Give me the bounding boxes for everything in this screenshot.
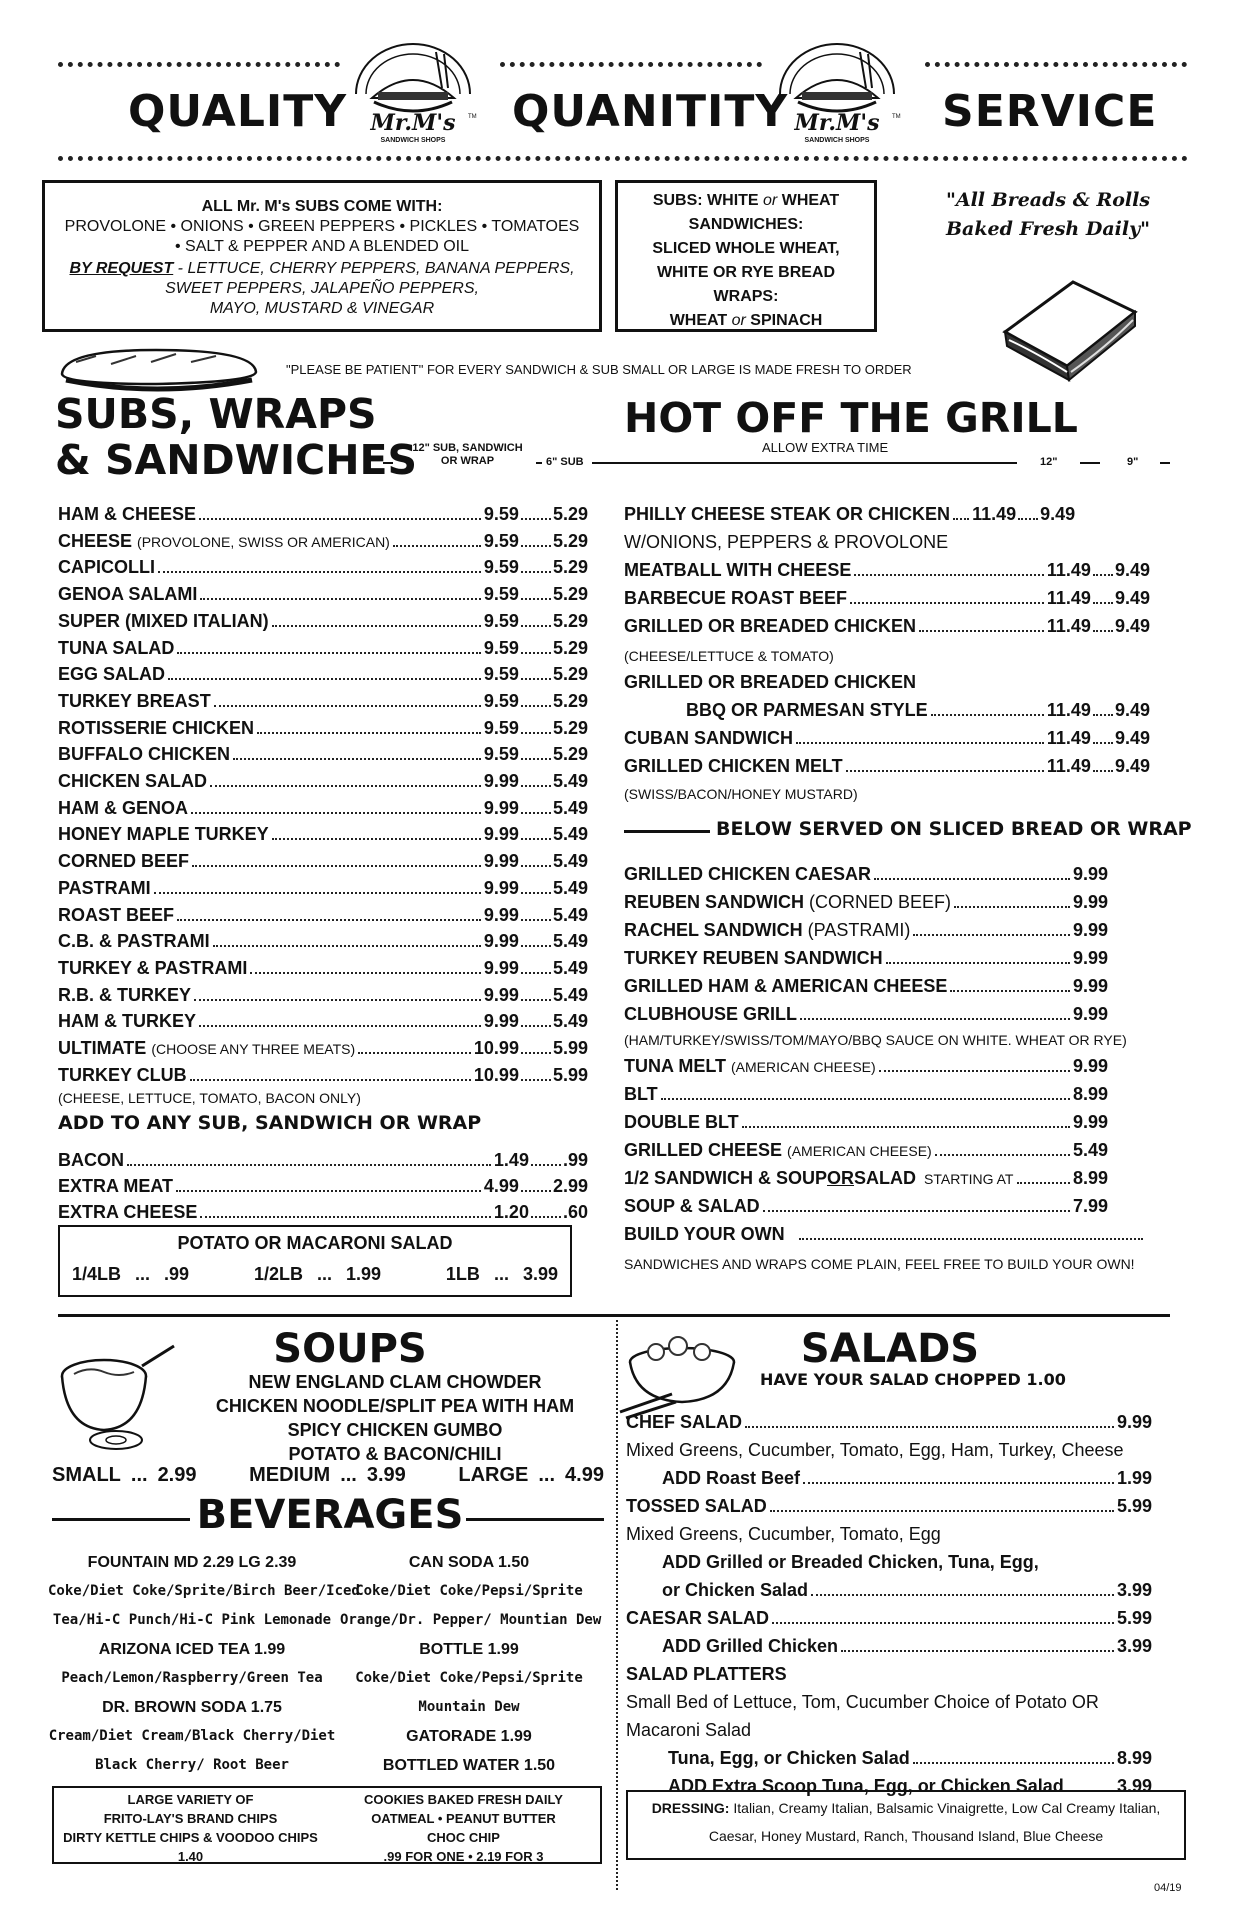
salad-chef_desc: Mixed Greens, Cucumber, Tomato, Egg, Ham, Turkey, Cheese [626, 1440, 1124, 1460]
salad-tossed_add2-row: or Chicken Salad 3.99 [662, 1580, 1152, 1600]
bread-wraps-options: WHEAT or SPINACH [669, 312, 823, 329]
grill-cuban-row: CUBAN SANDWICH 11.49 9.49 [624, 728, 1150, 748]
soup-sizes [52, 1464, 604, 1487]
cookies-info [327, 1788, 600, 1862]
turkey-club-note: (CHEESE, LETTUCE, TOMATO, BACON ONLY) [58, 1090, 361, 1106]
sub-item-row: HAM & CHEESE 9.59 5.29 [58, 504, 588, 524]
includes-title: ALL Mr. M's SUBS COME WITH: [201, 198, 443, 215]
sub-item-row: TURKEY BREAST 9.59 5.29 [58, 691, 588, 711]
subs-col-rule-1 [383, 462, 393, 464]
potato-size: 1/4LB ... .99 [72, 1264, 190, 1284]
grill-chicken-note: (CHEESE/LETTUCE & TOMATO) [624, 648, 834, 664]
beverage-flavors: Tea/Hi-C Punch/Hi-C Pink Lemonade [52, 1612, 332, 1628]
clubhouse-note: (HAM/TURKEY/SWISS/TOM/MAYO/BBQ SAUCE ON WHITE. WHEAT OR RYE) [624, 1032, 1127, 1048]
salads-chopped: HAVE YOUR SALAD CHOPPED 1.00 [760, 1370, 1066, 1389]
soups-list [190, 1370, 600, 1466]
potato-size: 1/2LB ... 1.99 [253, 1264, 382, 1284]
sliced-blt-row: BLT 8.99 [624, 1084, 1108, 1104]
salad-caesar-row: CAESAR SALAD 5.99 [626, 1608, 1152, 1628]
sub-item-row: C.B. & PASTRAMI 9.99 5.49 [58, 931, 588, 951]
subs-col-rule-2 [536, 462, 542, 464]
sliced-soup_salad-row: SOUP & SALAD 7.99 [624, 1196, 1108, 1216]
potato-salad-title: POTATO OR MACARONI SALAD [177, 1233, 453, 1253]
breads-quote: "All Breads & Rolls Baked Fresh Daily" [945, 189, 1151, 240]
soup-size: SMALL ... 2.99 [52, 1464, 197, 1486]
beverages-right-column [340, 1548, 602, 1780]
soup-item: CHICKEN NOODLE/SPLIT PEA WITH HAM [215, 1396, 575, 1416]
cookies-line: .99 FOR ONE • 2.19 FOR 3 [383, 1849, 544, 1864]
bread-sliced: SLICED WHOLE WHEAT, [652, 240, 840, 257]
sliced-caesar-row: GRILLED CHICKEN CAESAR 9.99 [624, 864, 1108, 884]
sub-item-row: ROTISSERIE CHICKEN 9.59 5.29 [58, 718, 588, 738]
grill-col-rule-1 [1080, 462, 1100, 464]
subs-heading-line-2: & SANDWICHES [55, 436, 418, 484]
salad-platters_desc1: Small Bed of Lettuce, Tom, Cucumber Choice of Potato OR [626, 1692, 1099, 1712]
sub-item-row: BUFFALO CHICKEN 9.59 5.29 [58, 744, 588, 764]
beverages-rule-left [52, 1518, 190, 1521]
salad-caesar_add-row: ADD Grilled Chicken 3.99 [662, 1636, 1152, 1656]
beverage-heading: BOTTLE 1.99 [419, 1641, 519, 1658]
sub-item-row: PASTRAMI 9.99 5.49 [58, 878, 588, 898]
sliced-reuben-row: REUBEN SANDWICH (CORNED BEEF) 9.99 [624, 892, 1108, 912]
soup-size: MEDIUM ... 3.99 [249, 1464, 406, 1486]
sliced-rachel-row: RACHEL SANDWICH (PASTRAMI) 9.99 [624, 920, 1108, 940]
banner-quality: QUALITY [128, 86, 348, 137]
chips-info [54, 1788, 327, 1862]
salad-chef-row: CHEF SALAD 9.99 [626, 1412, 1152, 1432]
addon-row: EXTRA CHEESE 1.20 .60 [58, 1202, 588, 1222]
svg-text:TM: TM [468, 114, 477, 120]
salad-tossed-row: TOSSED SALAD 5.99 [626, 1496, 1152, 1516]
svg-text:Mr.M's: Mr.M's [370, 110, 456, 136]
salad-platters_desc2: Macaroni Salad [626, 1720, 752, 1740]
grill-bbq_beef-row: BARBECUE ROAST BEEF 11.49 9.49 [624, 588, 1150, 608]
sub-item-row: TURKEY CLUB 10.99 5.99 [58, 1065, 588, 1085]
cookies-line: CHOC CHIP [427, 1830, 500, 1845]
dressing-line-1: DRESSING: Italian, Creamy Italian, Balsamic Vinaigrette, Low Cal Creamy Italian, [651, 1800, 1161, 1816]
grill-heading: HOT OFF THE GRILL [624, 394, 1078, 442]
grill-meatball-row: MEATBALL WITH CHEESE 11.49 9.49 [624, 560, 1150, 580]
beverage-heading: GATORADE 1.99 [406, 1728, 532, 1745]
banner-service: SERVICE [942, 86, 1158, 137]
addon-row: BACON 1.49 .99 [58, 1150, 588, 1170]
half-sandwich-row: 1/2 SANDWICH & SOUP OR SALAD STARTING AT 8.99 [624, 1168, 1108, 1188]
sub-item-row: EGG SALAD 9.59 5.29 [58, 664, 588, 684]
sub-item-row: ROAST BEEF 9.99 5.49 [58, 905, 588, 925]
beverage-heading: ARIZONA ICED TEA 1.99 [98, 1641, 286, 1658]
sub-item-row: GENOA SALAMI 9.59 5.29 [58, 584, 588, 604]
sub-item-row: HAM & TURKEY 9.99 5.49 [58, 1011, 588, 1031]
sub-item-row: SUPER (MIXED ITALIAN) 9.59 5.29 [58, 611, 588, 631]
subs-heading-line-1: SUBS, WRAPS [55, 390, 377, 438]
grill-grilled_chicken-row: GRILLED OR BREADED CHICKEN 11.49 9.49 [624, 616, 1150, 636]
addon-row: EXTRA MEAT 4.99 2.99 [58, 1176, 588, 1196]
beverage-heading: DR. BROWN SODA 1.75 [102, 1699, 282, 1716]
subs-col-large-label: 12" SUB, SANDWICH OR WRAP [412, 442, 523, 467]
by-request-text: - LETTUCE, CHERRY PEPPERS, BANANA PEPPERS, [173, 260, 575, 277]
dressing-line-2: Caesar, Honey Mustard, Ranch, Thousand Island, Blue Cheese [708, 1828, 1104, 1844]
sliced-clubhouse-row: CLUBHOUSE GRILL 9.99 [624, 1004, 1108, 1024]
sub-item-row: CORNED BEEF 9.99 5.49 [58, 851, 588, 871]
by-request-label: BY REQUEST [69, 260, 174, 277]
banner-dots-top-mid [500, 62, 762, 67]
mr-ms-logo-2 [762, 32, 912, 154]
addons-heading: ADD TO ANY SUB, SANDWICH OR WRAP [58, 1112, 482, 1134]
sandwich-illustration [995, 262, 1145, 392]
sub-item-row: TURKEY & PASTRAMI 9.99 5.49 [58, 958, 588, 978]
salad-platters: SALAD PLATTERS [626, 1664, 787, 1684]
grill-melt-row: GRILLED CHICKEN MELT 11.49 9.49 [624, 756, 1150, 776]
banner-dots-bottom [58, 156, 1188, 161]
salads-heading: SALADS [800, 1326, 980, 1372]
section-divider [58, 1314, 1170, 1317]
bread-sandwiches: SANDWICHES: [688, 216, 804, 233]
beverage-flavors: Mountain Dew [418, 1699, 520, 1715]
sub-item-row: HONEY MAPLE TURKEY 9.99 5.49 [58, 824, 588, 844]
grill-col-rule-2 [1160, 462, 1170, 464]
soups-heading: SOUPS [273, 1326, 427, 1372]
beverage-flavors: Coke/Diet Coke/Pepsi/Sprite [355, 1670, 583, 1686]
bread-white-rye: WHITE OR RYE BREAD [656, 264, 836, 281]
salad-illustration [616, 1324, 748, 1420]
svg-text:SANDWICH SHOPS: SANDWICH SHOPS [380, 137, 446, 144]
grill-philly-note: W/ONIONS, PEPPERS & PROVOLONE [624, 532, 949, 552]
svg-text:TM: TM [892, 114, 901, 120]
dressing-box [626, 1790, 1186, 1860]
beverages-left-column [48, 1548, 360, 1780]
beverage-flavors: Coke/Diet Coke/Sprite/Birch Beer/Iced [48, 1583, 360, 1599]
beverage-heading: CAN SODA 1.50 [408, 1554, 530, 1571]
sub-item-row: CHEESE (PROVOLONE, SWISS OR AMERICAN) 9.59 5.29 [58, 531, 588, 551]
cookies-line: COOKIES BAKED FRESH DAILY [364, 1792, 563, 1807]
grill-philly-row: PHILLY CHEESE STEAK OR CHICKEN 11.49 9.49 [624, 504, 1076, 524]
beverage-flavors: Black Cherry/ Root Beer [95, 1757, 289, 1773]
beverage-heading: BOTTLED WATER 1.50 [382, 1757, 556, 1774]
sub-item-row: TUNA SALAD 9.59 5.29 [58, 638, 588, 658]
cookies-line: OATMEAL • PEANUT BUTTER [371, 1811, 556, 1826]
chips-line: DIRTY KETTLE CHIPS & VOODOO CHIPS [63, 1830, 318, 1845]
beverage-flavors: Cream/Diet Cream/Black Cherry/Diet [48, 1728, 336, 1744]
grill-col-small-label: 9" [1127, 456, 1139, 468]
banner-quantity: QUANITITY [512, 86, 789, 137]
sub-item-row: ULTIMATE (CHOOSE ANY THREE MEATS) 10.99 5.99 [58, 1038, 588, 1058]
salad-platter2-row: ADD Extra Scoop Tuna, Egg, or Chicken Salad 3.99 [668, 1776, 1152, 1796]
beverages-rule-right [466, 1518, 604, 1521]
includes-box [42, 180, 602, 332]
build-your-own-note: SANDWICHES AND WRAPS COME PLAIN, FEEL FREE TO BUILD YOUR OWN! [624, 1256, 1135, 1272]
salad-tossed_add1: ADD Grilled or Breaded Chicken, Tuna, Egg, [662, 1552, 1039, 1572]
soup-item: SPICY CHICKEN GUMBO [287, 1420, 503, 1440]
sliced-rule [624, 830, 710, 833]
mr-ms-logo [338, 32, 488, 154]
banner-dots-top-left [58, 62, 340, 67]
potato-salad-box [58, 1225, 572, 1297]
chips-cookies-box [52, 1786, 602, 1864]
bread-wraps: WRAPS: [713, 288, 779, 305]
sub-item-row: R.B. & TURKEY 9.99 5.49 [58, 985, 588, 1005]
svg-text:SANDWICH SHOPS: SANDWICH SHOPS [804, 137, 870, 144]
includes-line-4: SWEET PEPPERS, JALAPEÑO PEPPERS, [165, 280, 479, 297]
sub-item-row: CAPICOLLI 9.59 5.29 [58, 557, 588, 577]
beverage-flavors: Orange/Dr. Pepper/ Mountian Dew [340, 1612, 602, 1628]
banner-dots-top-right [925, 62, 1187, 67]
beverage-heading: FOUNTAIN MD 2.29 LG 2.39 [87, 1554, 297, 1571]
grill-melt-note: (SWISS/BACON/HONEY MUSTARD) [624, 786, 858, 802]
sliced-double_blt-row: DOUBLE BLT 9.99 [624, 1112, 1108, 1132]
patience-note: "PLEASE BE PATIENT" FOR EVERY SANDWICH & SUB SMALL OR LARGE IS MADE FRESH TO ORDER [286, 362, 912, 377]
date-code: 04/19 [1154, 1882, 1182, 1894]
subs-col-small-label: 6" SUB [546, 456, 584, 468]
sub-item-row: CHICKEN SALAD 9.99 5.49 [58, 771, 588, 791]
soup-item: POTATO & BACON/CHILI [288, 1444, 502, 1464]
potato-salad-sizes [60, 1264, 570, 1285]
bread-box [615, 180, 877, 332]
chips-line: FRITO-LAY'S BRAND CHIPS [103, 1811, 278, 1826]
includes-line-5: MAYO, MUSTARD & VINEGAR [209, 300, 435, 317]
svg-text:Mr.M's: Mr.M's [794, 110, 880, 136]
sliced-ham_cheese-row: GRILLED HAM & AMERICAN CHEESE 9.99 [624, 976, 1108, 996]
grill-gc2-row: BBQ OR PARMESAN STYLE 11.49 9.49 [686, 700, 1150, 720]
grill-col-large-label: 12" [1040, 456, 1058, 468]
chips-line: LARGE VARIETY OF [127, 1792, 254, 1807]
includes-line-1: PROVOLONE • ONIONS • GREEN PEPPERS • PICKLES • TOMATOES [64, 218, 580, 235]
sub-item-row: HAM & GENOA 9.99 5.49 [58, 798, 588, 818]
sliced-heading: BELOW SERVED ON SLICED BREAD OR WRAP [716, 818, 1192, 840]
sliced-grilled_cheese-row: GRILLED CHEESE (AMERICAN CHEESE) 5.49 [624, 1140, 1108, 1160]
beverages-heading: BEVERAGES [196, 1492, 464, 1538]
beverage-flavors: Peach/Lemon/Raspberry/Green Tea [61, 1670, 323, 1686]
bread-subs: SUBS: WHITE or WHEAT [652, 192, 840, 209]
soup-bowl-illustration [54, 1336, 184, 1456]
beverage-flavors: Coke/Diet Coke/Pepsi/Sprite [355, 1583, 583, 1599]
subs-col-rule-3 [592, 462, 1017, 464]
soup-item: NEW ENGLAND CLAM CHOWDER [248, 1372, 542, 1392]
by-request-line [45, 259, 599, 279]
sliced-turkey_reuben-row: TURKEY REUBEN SANDWICH 9.99 [624, 948, 1108, 968]
salad-tossed_desc: Mixed Greens, Cucumber, Tomato, Egg [626, 1524, 941, 1544]
salad-platter1-row: Tuna, Egg, or Chicken Salad 8.99 [668, 1748, 1152, 1768]
soup-size: LARGE ... 4.99 [458, 1464, 604, 1486]
build-your-own-row: BUILD YOUR OWN [624, 1224, 1146, 1245]
grill-chicken-2-line-1: GRILLED OR BREADED CHICKEN [624, 672, 917, 692]
potato-size: 1LB ... 3.99 [445, 1264, 558, 1284]
grill-allow-time: ALLOW EXTRA TIME [762, 440, 889, 455]
sliced-tuna_melt-row: TUNA MELT (AMERICAN CHEESE) 9.99 [624, 1056, 1108, 1076]
salad-chef_add-row: ADD Roast Beef 1.99 [662, 1468, 1152, 1488]
chips-line: 1.40 [177, 1849, 204, 1864]
includes-line-2: • SALT & PEPPER AND A BLENDED OIL [174, 238, 469, 255]
